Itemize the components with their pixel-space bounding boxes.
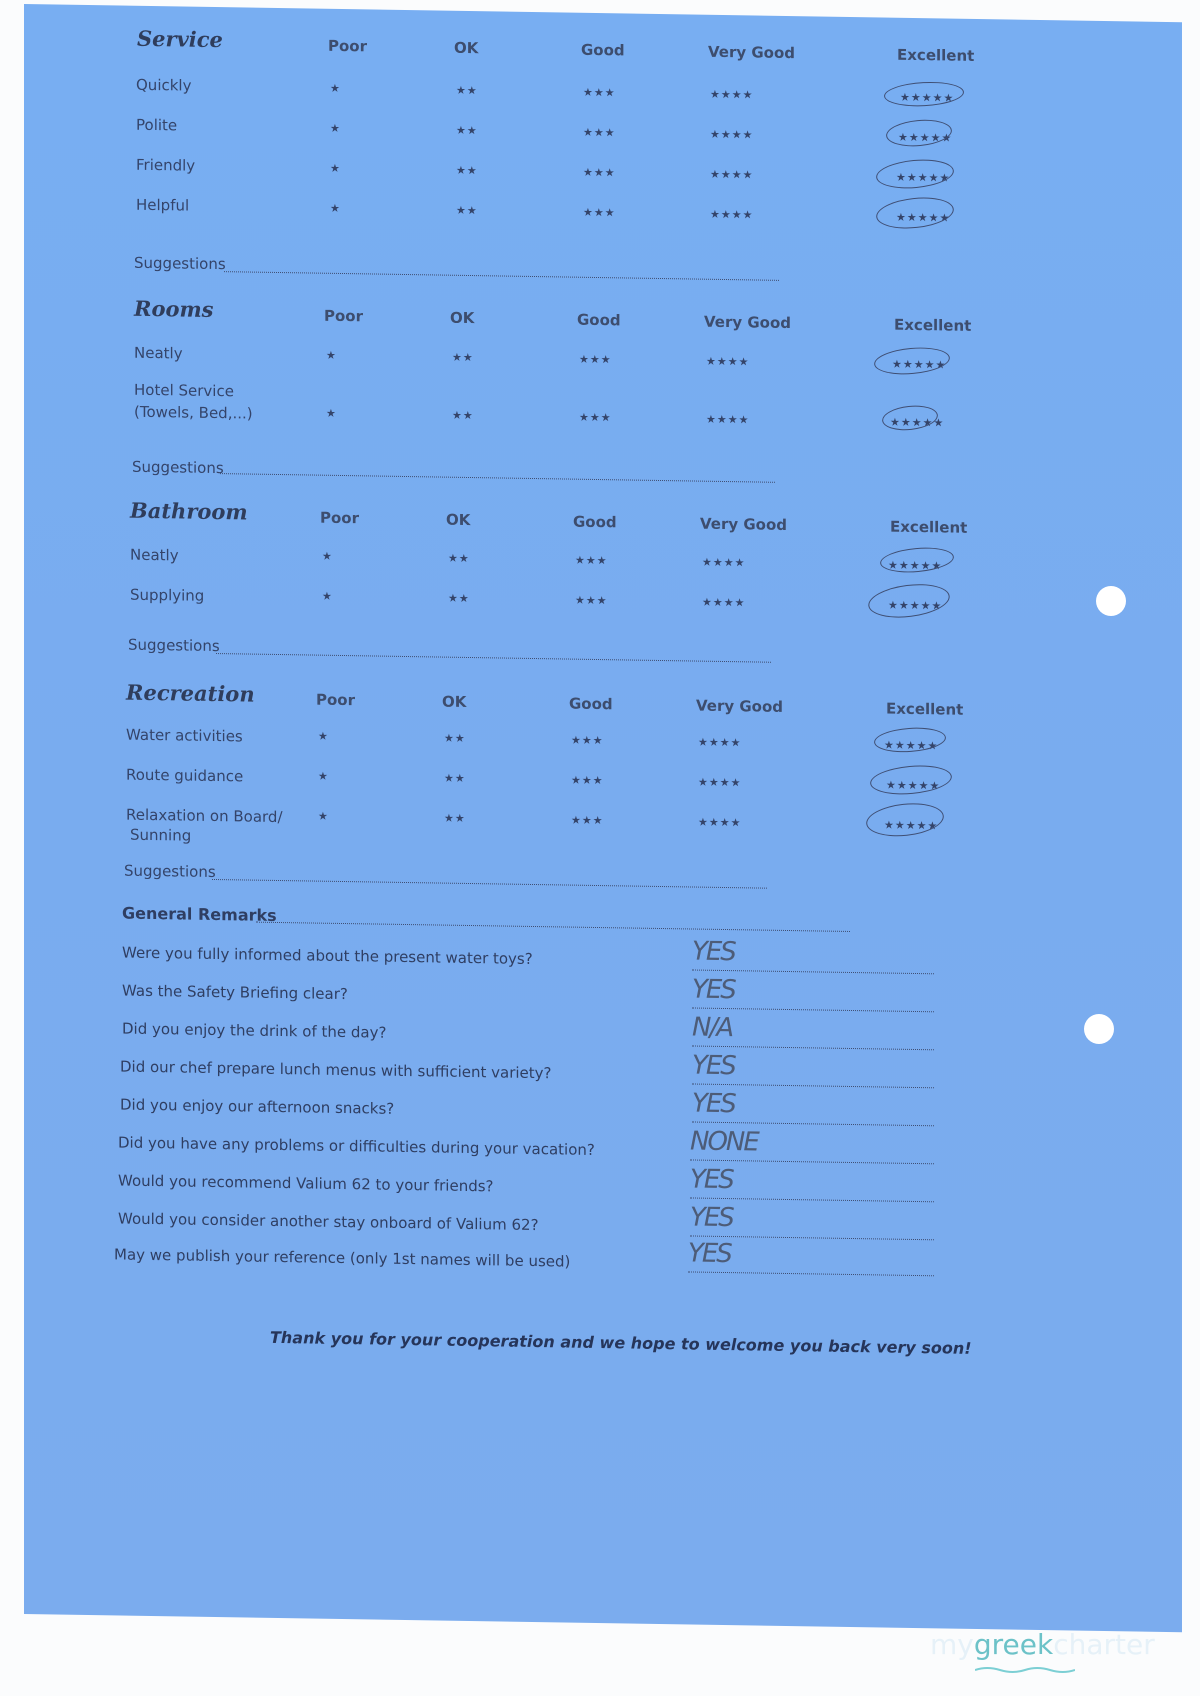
thank-you-message: Thank you for your cooperation and we hope to welcome you back very soon! [270,1327,972,1358]
selected-rating-circle [874,194,955,232]
rating-star-2[interactable]: ★★ [444,811,466,825]
rating-star-5[interactable]: ★★★★★ [900,90,955,105]
rating-star-5[interactable]: ★★★★★ [886,778,941,793]
rating-star-5[interactable]: ★★★★★ [884,738,939,753]
rating-star-1[interactable]: ★ [326,406,337,420]
watermark-logo: mygreekcharter [930,1628,1155,1661]
rating-star-1[interactable]: ★ [326,348,337,362]
binder-hole [1096,586,1126,616]
rating-star-5[interactable]: ★★★★★ [892,357,947,372]
rating-star-5[interactable]: ★★★★★ [898,130,953,145]
rating-star-3[interactable]: ★★★ [583,85,616,100]
rating-star-5[interactable]: ★★★★★ [884,818,939,833]
handwritten-answer: YES [692,974,735,1006]
handwritten-answer: YES [690,1202,733,1234]
feedback-form-sheet [24,4,1182,1632]
column-header-very-good: Very Good [708,42,796,63]
rating-star-4[interactable]: ★★★★ [710,87,754,102]
watermark-wave-icon [975,1666,1075,1674]
rating-star-4[interactable]: ★★★★ [702,555,746,570]
rating-star-3[interactable]: ★★★ [583,165,616,180]
handwritten-answer: NONE [690,1126,758,1158]
column-header-poor: Poor [316,690,356,710]
rating-label-helpful: Helpful [136,195,190,215]
column-header-good: Good [573,512,617,532]
question-text: Did you have any problems or difficulties during your vacation? [118,1133,595,1159]
question-text: Would you consider another stay onboard of Valium 62? [118,1209,539,1235]
section-title-recreation: Recreation [126,679,255,707]
suggestions-label-recreation: Suggestions [124,861,216,882]
suggestions-field-bathroom[interactable] [216,653,771,663]
rating-star-3[interactable]: ★★★ [571,773,604,788]
selected-rating-circle [866,580,952,622]
rating-star-2[interactable]: ★★ [456,123,478,138]
rating-star-4[interactable]: ★★★★ [698,735,742,750]
rating-star-3[interactable]: ★★★ [575,593,608,608]
rating-star-1[interactable]: ★ [322,589,333,603]
rating-star-4[interactable]: ★★★★ [710,127,754,142]
rating-star-3[interactable]: ★★★ [583,125,616,140]
rating-star-1[interactable]: ★ [330,81,341,95]
column-header-poor: Poor [320,508,360,528]
rating-star-5[interactable]: ★★★★★ [888,598,943,613]
rating-label-quickly: Quickly [136,75,192,95]
column-header-excellent: Excellent [886,699,964,719]
suggestions-label-rooms: Suggestions [132,457,224,478]
handwritten-answer: N/A [692,1012,732,1044]
rating-label-supplying: Supplying [130,585,205,605]
column-header-ok: OK [442,692,467,711]
column-header-ok: OK [454,38,479,58]
answer-line[interactable] [692,969,934,974]
handwritten-answer: YES [692,1088,735,1120]
rating-star-5[interactable]: ★★★★★ [896,170,951,185]
binder-hole [1084,1014,1114,1044]
section-title-rooms: Rooms [134,295,214,322]
rating-star-4[interactable]: ★★★★ [698,815,742,830]
column-header-ok: OK [450,308,475,328]
rating-star-3[interactable]: ★★★ [583,205,616,220]
rating-star-2[interactable]: ★★ [452,408,474,423]
rating-star-3[interactable]: ★★★ [579,352,612,367]
rating-star-4[interactable]: ★★★★ [710,207,754,222]
handwritten-answer: YES [692,936,735,968]
rating-star-1[interactable]: ★ [318,809,329,823]
rating-star-1[interactable]: ★ [318,729,329,743]
selected-rating-circle [879,545,955,575]
suggestions-field-recreation[interactable] [212,879,767,889]
rating-star-3[interactable]: ★★★ [575,553,608,568]
rating-star-2[interactable]: ★★ [456,83,478,98]
question-text: Did you enjoy the drink of the day? [122,1019,387,1042]
rating-star-5[interactable]: ★★★★★ [888,558,943,573]
question-text: Was the Safety Briefing clear? [122,981,348,1004]
rating-star-2[interactable]: ★★ [456,203,478,218]
rating-label-neatly: Neatly [130,545,179,565]
selected-rating-circle [869,762,953,797]
answer-line[interactable] [690,1197,934,1202]
answer-line[interactable] [692,1045,934,1050]
answer-line[interactable] [690,1159,934,1164]
rating-label-water-activities: Water activities [126,725,243,746]
column-header-excellent: Excellent [897,45,975,65]
rating-star-2[interactable]: ★★ [452,350,474,365]
rating-star-2[interactable]: ★★ [448,591,470,606]
rating-star-1[interactable]: ★ [322,549,333,563]
rating-star-2[interactable]: ★★ [456,163,478,178]
rating-star-4[interactable]: ★★★★ [706,412,750,427]
rating-star-5[interactable]: ★★★★★ [896,210,951,225]
rating-star-4[interactable]: ★★★★ [706,354,750,369]
handwritten-answer: YES [692,1050,735,1082]
column-header-good: Good [581,40,625,60]
column-header-excellent: Excellent [894,315,972,335]
rating-star-2[interactable]: ★★ [444,731,466,745]
general-remarks-field[interactable] [256,922,850,932]
rating-label-route-guidance: Route guidance [126,765,244,786]
selected-rating-circle [873,345,951,378]
rating-label-neatly: Neatly [134,343,183,363]
question-text: Did our chef prepare lunch menus with sufficient variety? [120,1057,552,1083]
column-header-excellent: Excellent [890,517,968,537]
rating-star-4[interactable]: ★★★★ [698,775,742,790]
answer-line[interactable] [692,1083,934,1088]
column-header-very-good: Very Good [700,514,788,534]
column-header-good: Good [577,310,621,330]
rating-star-4[interactable]: ★★★★ [710,167,754,182]
rating-label-polite: Polite [136,115,178,135]
section-title-service: Service [137,25,223,53]
rating-star-1[interactable]: ★ [330,201,341,215]
question-text: May we publish your reference (only 1st names will be used) [114,1245,571,1271]
answer-line[interactable] [692,1007,934,1012]
suggestions-label-bathroom: Suggestions [128,635,220,656]
rating-label-hotel-service: Hotel Service [134,380,234,401]
rating-star-3[interactable]: ★★★ [571,733,604,748]
selected-rating-circle [875,157,955,192]
selected-rating-circle [864,800,945,840]
question-text: Would you recommend Valium 62 to your friends? [118,1171,494,1196]
rating-label-relaxation: Relaxation on Board/ [126,805,283,827]
suggestions-field-service[interactable] [224,271,779,281]
handwritten-answer: YES [688,1238,731,1270]
column-header-ok: OK [446,510,471,530]
column-header-poor: Poor [328,36,368,56]
column-header-very-good: Very Good [696,696,784,716]
column-header-good: Good [569,694,613,714]
rating-star-3[interactable]: ★★★ [579,410,612,425]
question-text: Did you enjoy our afternoon snacks? [120,1095,395,1118]
question-text: Were you fully informed about the present water toys? [122,943,533,968]
suggestions-field-rooms[interactable] [220,473,775,483]
suggestions-label-service: Suggestions [134,253,226,274]
rating-label-relaxation-detail: Sunning [130,825,192,845]
rating-label-friendly: Friendly [136,155,196,175]
handwritten-answer: YES [690,1164,733,1196]
general-remarks-label: General Remarks [122,903,277,925]
section-title-bathroom: Bathroom [130,497,248,525]
rating-star-1[interactable]: ★ [318,769,329,783]
column-header-poor: Poor [324,306,364,326]
rating-star-4[interactable]: ★★★★ [702,595,746,610]
column-header-very-good: Very Good [704,312,792,333]
rating-star-1[interactable]: ★ [330,161,341,175]
rating-star-2[interactable]: ★★ [448,551,470,566]
rating-star-1[interactable]: ★ [330,121,341,135]
rating-star-5[interactable]: ★★★★★ [890,415,945,430]
answer-line[interactable] [688,1271,934,1276]
rating-star-2[interactable]: ★★ [444,771,466,785]
rating-star-3[interactable]: ★★★ [571,813,604,828]
rating-label-hotel-service-detail: (Towels, Bed,...) [134,402,253,423]
answer-line[interactable] [692,1121,934,1126]
